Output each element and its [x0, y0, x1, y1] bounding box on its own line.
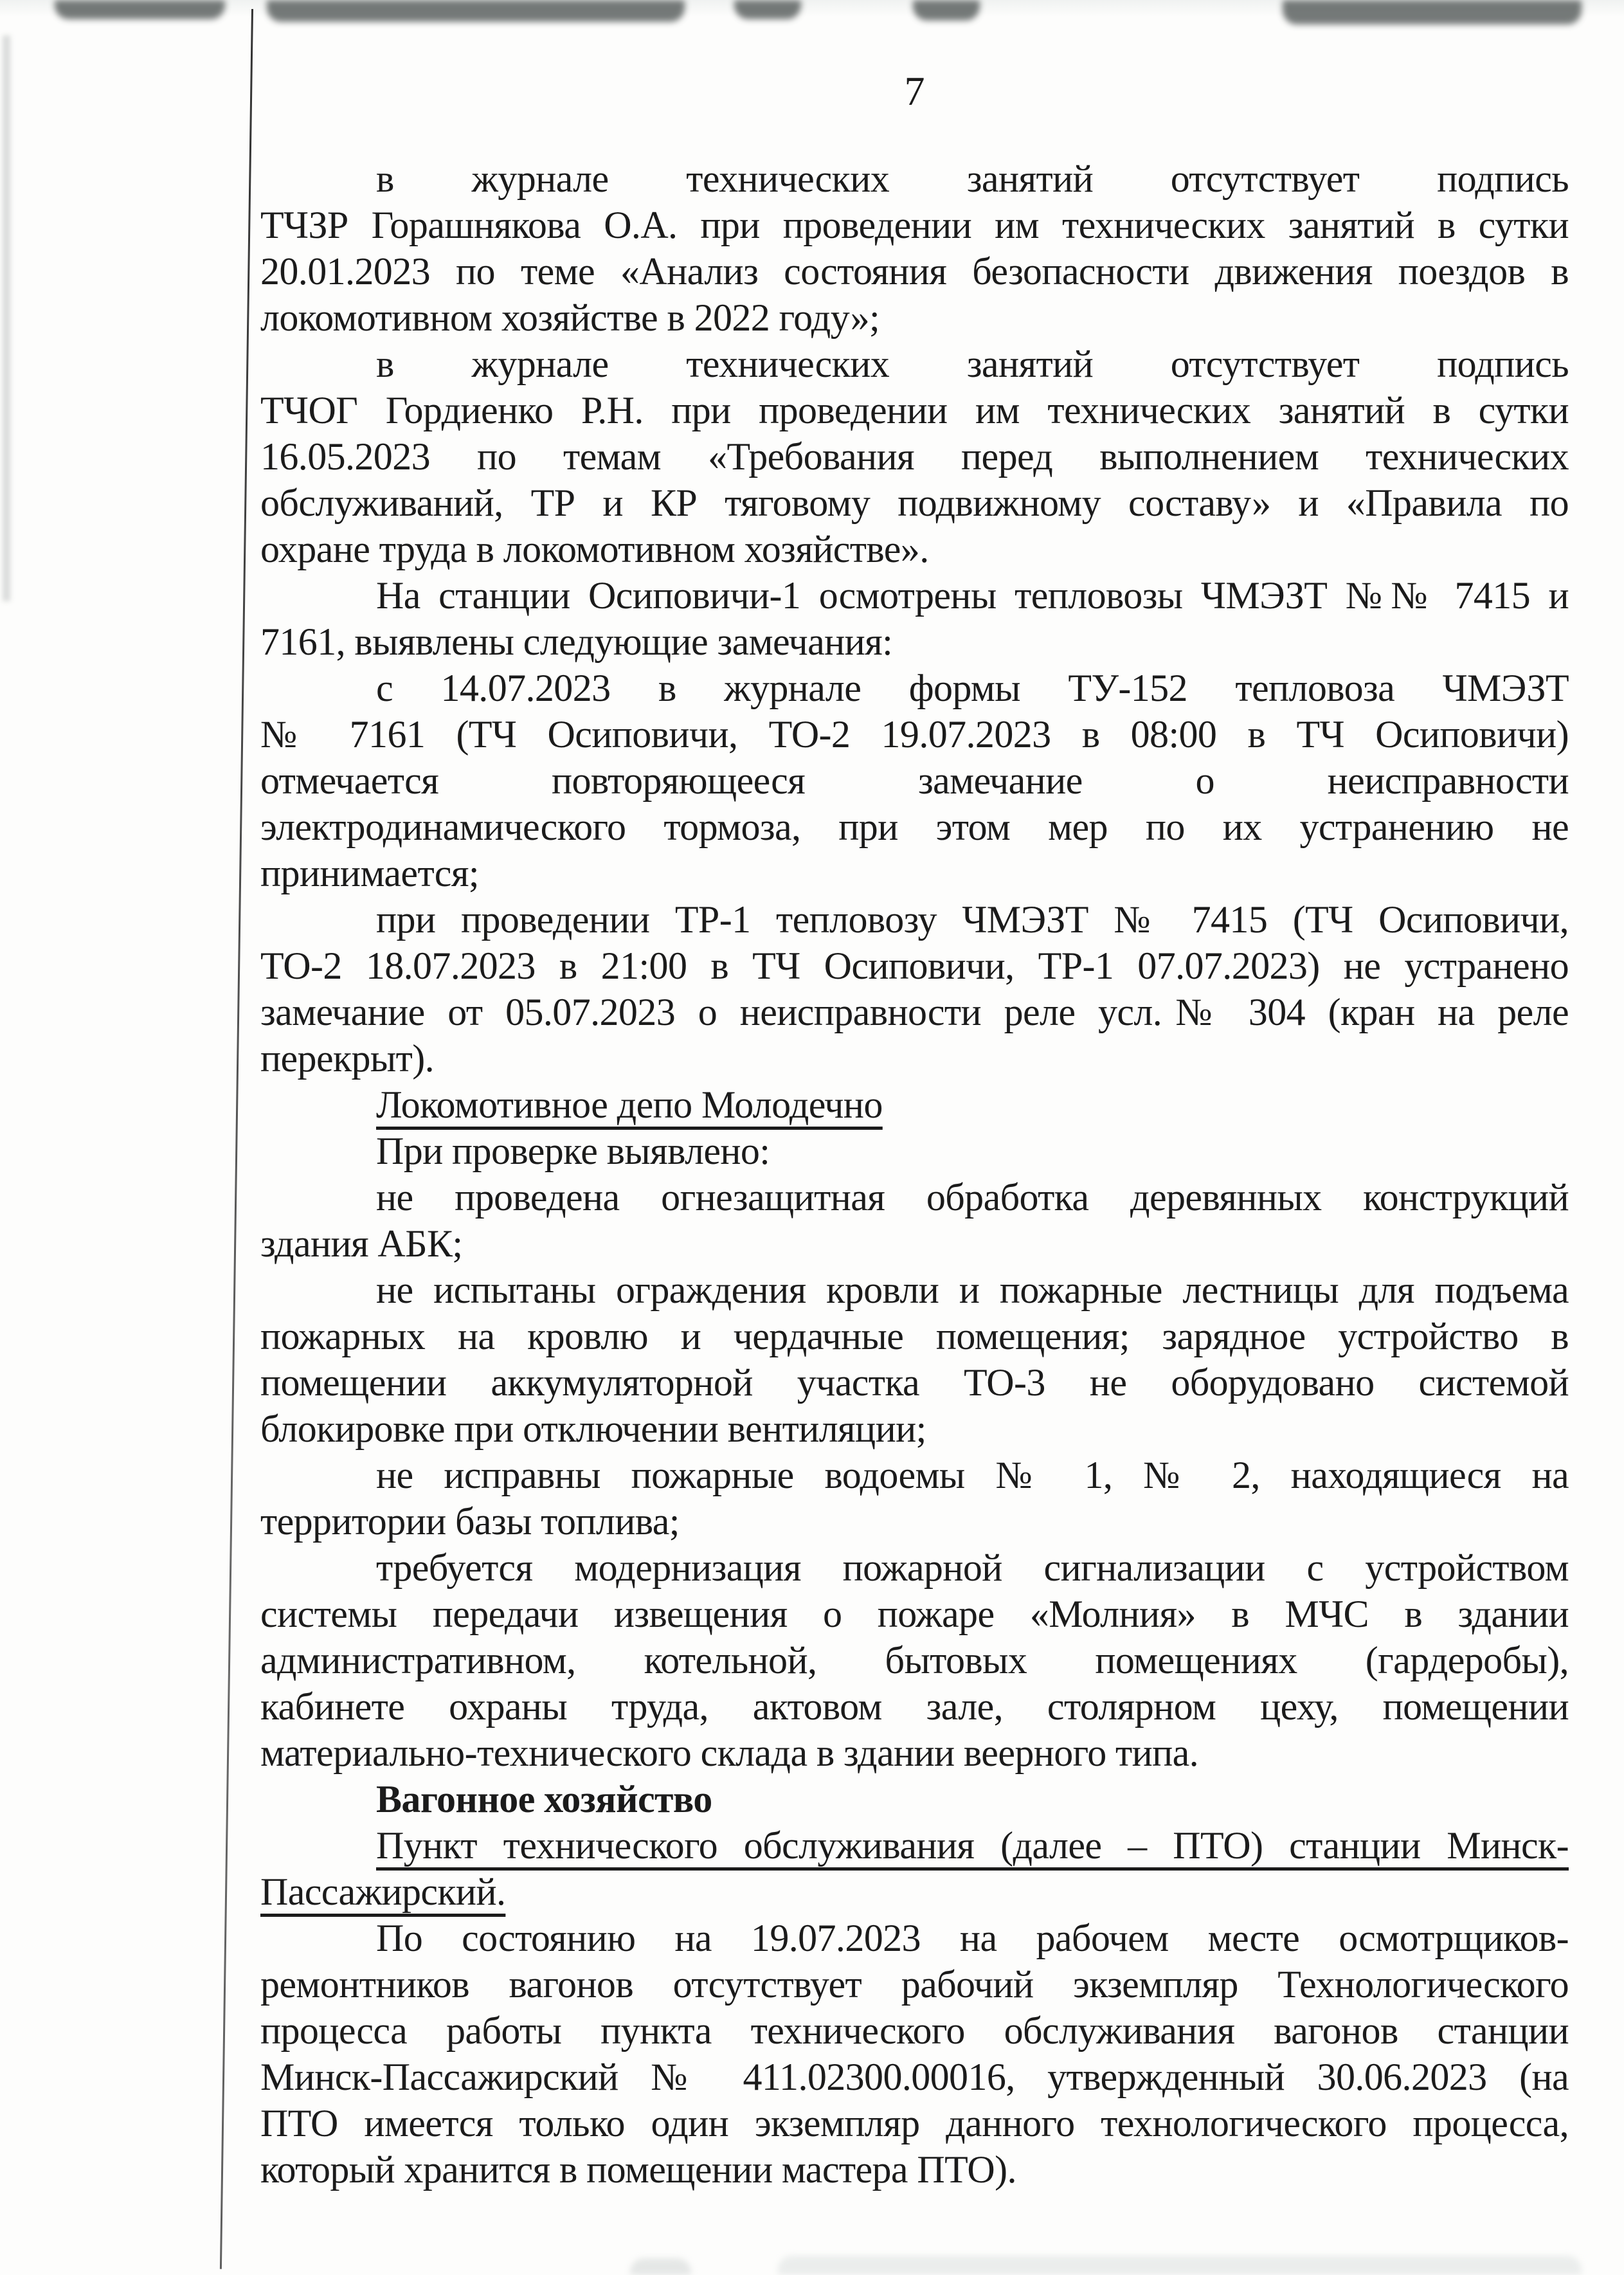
text-line: № 7161 (ТЧ Осиповичи, ТО-2 19.07.2023 в 08:00 в ТЧ Осиповичи): [260, 713, 1569, 756]
text-line: ТЧОГ Гордиенко Р.Н. при проведении им технических занятий в сутки: [260, 389, 1569, 431]
text-line: не испытаны ограждения кровли и пожарные лестницы для подъема: [376, 1269, 1569, 1311]
text-line: 20.01.2023 по теме «Анализ состояния безопасности движения поездов в: [260, 250, 1569, 293]
paragraph: [260, 1082, 1569, 1128]
text-line: отмечается повторяющееся замечание о неисправности: [260, 759, 1569, 802]
text-line: не проведена огнезащитная обработка деревянных конструкций: [376, 1176, 1569, 1219]
paragraph: [260, 1776, 1569, 1822]
text-line: который хранится в помещении мастера ПТО).: [260, 2148, 1016, 2191]
text-line: При проверке выявлено:: [376, 1130, 770, 1172]
text-line: требуется модернизация пожарной сигнализации с устройством: [376, 1546, 1569, 1589]
scan-smudge-bottom: [630, 2258, 691, 2275]
text-line: системы передачи извещения о пожаре «Молния» в МЧС в здании: [260, 1593, 1569, 1635]
scan-smudge-top: [1283, 0, 1582, 24]
text-line: процесса работы пункта технического обслуживания вагонов станции: [260, 2009, 1569, 2052]
scan-smudge-top: [734, 0, 801, 19]
document-body: [260, 156, 1569, 2193]
paragraph: [260, 1452, 1569, 1545]
text-line: охране труда в локомотивном хозяйстве».: [260, 528, 929, 570]
text-line: блокировке при отключении вентиляции;: [260, 1408, 926, 1450]
text-line: ТО-2 18.07.2023 в 21:00 в ТЧ Осиповичи, ТР-1 07.07.2023) не устранено: [260, 945, 1569, 987]
paragraph: [260, 1822, 1569, 1915]
text-line: По состоянию на 19.07.2023 на рабочем месте осмотрщиков-: [376, 1917, 1569, 1959]
text-line: с 14.07.2023 в журнале формы ТУ-152 тепловоза ЧМЭЗТ: [376, 667, 1569, 709]
text-line: при проведении ТР-1 тепловозу ЧМЭЗТ № 7415 (ТЧ Осиповичи,: [376, 898, 1569, 941]
text-line: здания АБК;: [260, 1222, 463, 1265]
paragraph: [260, 1267, 1569, 1452]
text-line: замечание от 05.07.2023 о неисправности реле усл.№ 304 (кран на реле: [260, 991, 1569, 1033]
paragraph: [260, 156, 1569, 341]
text-line: территории базы топлива;: [260, 1500, 680, 1543]
scan-smudge-top: [267, 0, 685, 22]
paragraph: [260, 572, 1569, 665]
scan-left-edge-smear: [3, 35, 10, 601]
text-line: ПТО имеется только один экземпляр данного технологического процесса,: [260, 2102, 1569, 2144]
text-line: обслуживаний, ТР и КР тяговому подвижному составу» и «Правила по: [260, 482, 1569, 524]
paragraph: [260, 896, 1569, 1082]
text-line: административном, котельной, бытовых помещениях (гардеробы),: [260, 1639, 1569, 1681]
text-line: не исправны пожарные водоемы № 1, № 2, находящиеся на: [376, 1454, 1569, 1496]
paragraph: [260, 1128, 1569, 1174]
paragraph: [260, 1545, 1569, 1776]
text-line: 16.05.2023 по темам «Требования перед выполнением технических: [260, 435, 1569, 478]
text-line: в журнале технических занятий отсутствует подпись: [376, 158, 1569, 200]
text-line: кабинете охраны труда, актовом зале, столярном цеху, помещении: [260, 1685, 1569, 1728]
page-number: 7: [904, 68, 925, 114]
text-line: На станции Осиповичи-1 осмотрены тепловозы ЧМЭЗТ №№ 7415 и: [376, 574, 1569, 617]
paragraph: [260, 1174, 1569, 1267]
text-line: пожарных на кровлю и чердачные помещения; зарядное устройство в: [260, 1315, 1569, 1357]
text-line: Вагонное хозяйство: [376, 1778, 712, 1820]
text-line: в журнале технических занятий отсутствует подпись: [376, 343, 1569, 385]
text-line: ремонтников вагонов отсутствует рабочий экземпляр Технологического: [260, 1963, 1569, 2006]
text-line: Локомотивное депо Молодечно: [376, 1083, 883, 1126]
text-line: перекрыт).: [260, 1037, 435, 1080]
text-line: принимается;: [260, 852, 479, 894]
text-line: ТЧЗР Горашнякова О.А. при проведении им технических занятий в сутки: [260, 204, 1569, 246]
text-line: Минск-Пассажирский № 411.02300.00016, утвержденный 30.06.2023 (на: [260, 2056, 1569, 2098]
text-line: локомотивном хозяйстве в 2022 году»;: [260, 296, 880, 339]
text-line: материально-технического склада в здании веерного типа.: [260, 1732, 1199, 1774]
text-line: Пункт технического обслуживания (далее – ПТО) станции Минск-: [376, 1824, 1569, 1867]
scan-smudge-top: [913, 0, 980, 21]
paragraph: [260, 341, 1569, 572]
scan-smudge-bottom: [778, 2256, 1582, 2275]
text-line: помещении аккумуляторной участка ТО-3 не оборудовано системой: [260, 1361, 1569, 1404]
scan-smudge-top: [55, 0, 225, 19]
text-line: электродинамического тормоза, при этом мер по их устранению не: [260, 806, 1569, 848]
scan-fold-line: [220, 9, 253, 2269]
text-line: Пассажирский.: [260, 1871, 506, 1913]
paragraph: [260, 665, 1569, 896]
text-line: 7161, выявлены следующие замечания:: [260, 621, 893, 663]
paragraph: [260, 1915, 1569, 2193]
